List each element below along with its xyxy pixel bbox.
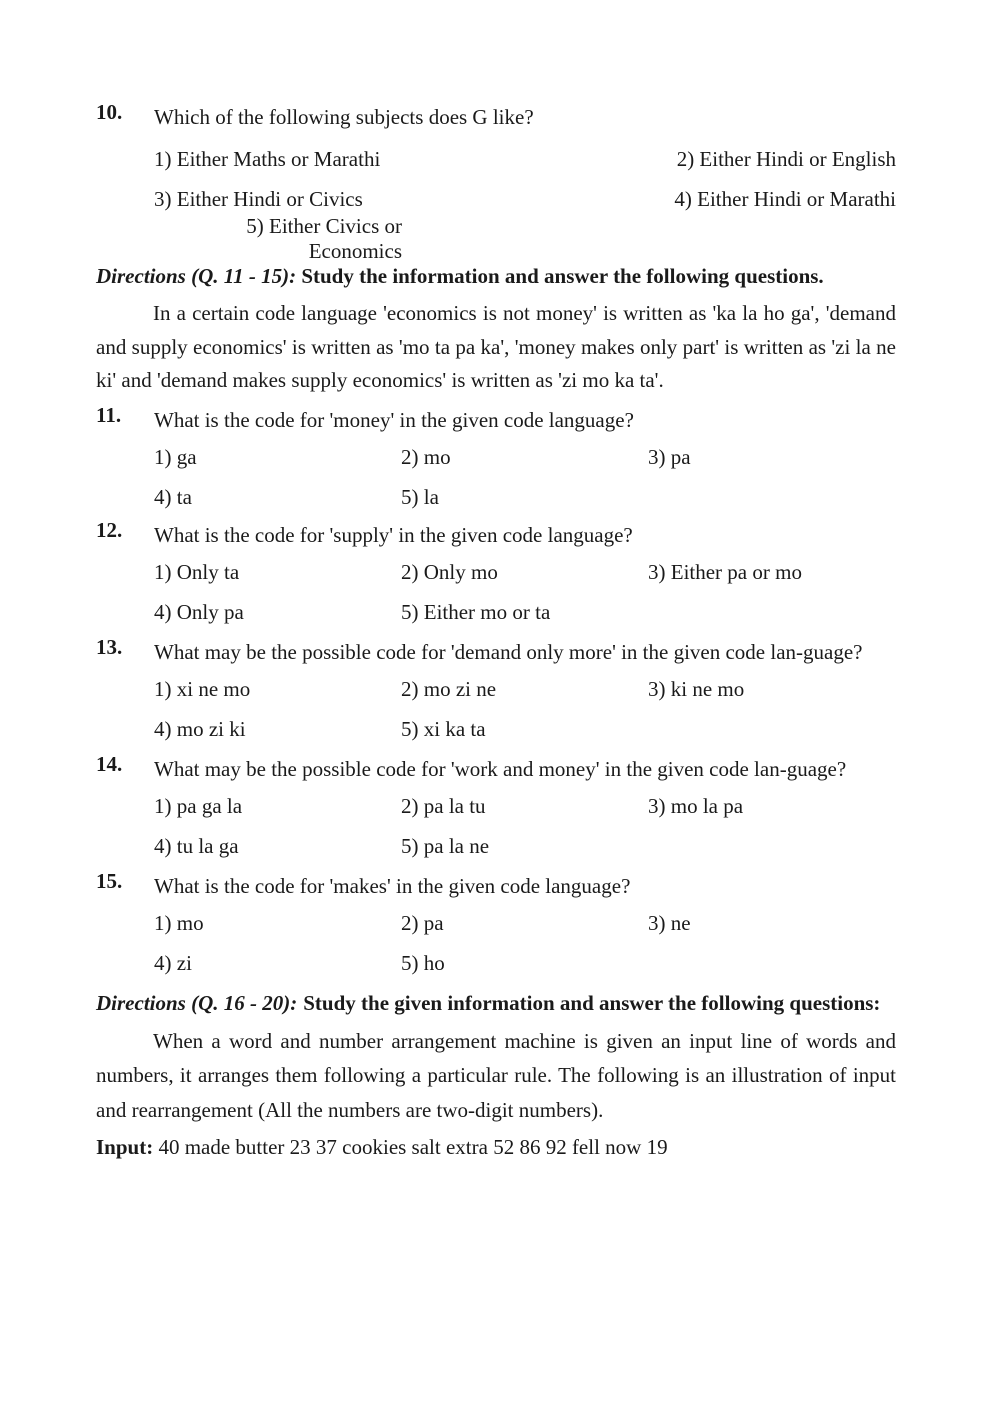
document-page (96, 100, 896, 1165)
question-12-options (154, 553, 896, 633)
option-1[interactable]: 1) Either Maths or Marathi (154, 146, 381, 171)
question-number: 11. (96, 402, 122, 427)
question-13 (96, 635, 896, 670)
directions-paragraph: In a certain code language 'economics is not money' is written as 'ka la ho ga', 'demand and supply economics' is written as 'mo ta pa ka', 'money makes only part' is written as 'zi la ne ki' and 'demand makes supply economics' is written as 'zi mo ka ta'. (96, 301, 896, 392)
question-14-options (154, 787, 896, 867)
option-3[interactable]: 3) pa (648, 445, 691, 469)
directions-text: Study the given information and answer the following questions: (303, 990, 881, 1015)
question-11 (96, 403, 896, 438)
option-4[interactable]: 4) ta (154, 485, 192, 509)
input-value: 40 made butter 23 37 cookies salt extra 52 86 92 fell now 19 (158, 1135, 668, 1159)
directions-paragraph: When a word and number arrangement machine is given an input line of words and numbers, it arranges them following a particular rule. The following is an illustration of input and rearrangement (All the numbers are two-digit numbers). (96, 1028, 896, 1122)
option-1[interactable]: 1) mo (154, 911, 204, 935)
option-2[interactable]: 2) mo (401, 445, 451, 469)
question-12 (96, 518, 896, 553)
directions-16-20 (96, 986, 896, 1021)
question-10-options (154, 139, 896, 263)
option-4[interactable]: 4) mo zi ki (154, 717, 246, 741)
option-3[interactable]: 3) ne (648, 911, 691, 935)
question-10 (96, 100, 896, 139)
option-1[interactable]: 1) ga (154, 445, 197, 469)
input-line (96, 1130, 896, 1165)
option-4[interactable]: 4) zi (154, 951, 192, 975)
option-2[interactable]: 2) pa la tu (401, 794, 486, 818)
directions-11-15 (96, 259, 896, 294)
input-label: Input: (96, 1135, 154, 1159)
question-number: 10. (96, 100, 123, 124)
option-2[interactable]: 2) Only mo (401, 560, 498, 584)
directions-text: Study the information and answer the following questions. (301, 264, 824, 288)
option-4[interactable]: 4) tu la ga (154, 834, 239, 858)
question-14 (96, 752, 896, 787)
question-text: What is the code for 'makes' in the given code language? (154, 873, 631, 898)
question-15-options (154, 904, 896, 984)
directions-label: Directions (Q. 11 - 15): (96, 264, 297, 288)
option-5[interactable]: 5) Either mo or ta (401, 600, 551, 624)
option-3[interactable]: 3) Either pa or mo (648, 560, 802, 584)
option-5[interactable]: 5) la (401, 485, 439, 509)
question-number: 15. (96, 868, 123, 893)
option-1[interactable]: 1) pa ga la (154, 794, 243, 818)
option-1[interactable]: 1) Only ta (154, 560, 240, 584)
option-3[interactable]: 3) ki ne mo (648, 677, 745, 701)
question-text: What is the code for 'money' in the given code language? (154, 407, 634, 432)
question-text: What may be the possible code for 'demand only more' in the given code lan-guage? (154, 639, 863, 664)
option-2[interactable]: 2) Either Hindi or English (676, 146, 896, 171)
option-2[interactable]: 2) mo zi ne (401, 677, 497, 701)
option-5[interactable]: 5) pa la ne (401, 834, 490, 858)
option-1[interactable]: 1) xi ne mo (154, 677, 251, 701)
directions-label: Directions (Q. 16 - 20): (96, 990, 298, 1015)
option-5[interactable]: 5) Either Civics or Economics (246, 214, 402, 263)
question-text: What may be the possible code for 'work and money' in the given code lan-guage? (154, 756, 847, 781)
option-3[interactable]: 3) mo la pa (648, 794, 744, 818)
option-4[interactable]: 4) Either Hindi or Marathi (674, 186, 896, 211)
question-number: 14. (96, 751, 123, 776)
option-5[interactable]: 5) ho (401, 951, 445, 975)
question-text: Which of the following subjects does G like? (154, 105, 534, 129)
question-13-options (154, 670, 896, 750)
question-number: 12. (96, 517, 123, 542)
option-3[interactable]: 3) Either Hindi or Civics (154, 186, 363, 211)
option-5[interactable]: 5) xi ka ta (401, 717, 486, 741)
option-2[interactable]: 2) pa (401, 911, 444, 935)
question-text: What is the code for 'supply' in the given code language? (154, 522, 633, 547)
question-15 (96, 869, 896, 904)
question-number: 13. (96, 634, 123, 659)
question-11-options (154, 438, 896, 518)
option-4[interactable]: 4) Only pa (154, 600, 244, 624)
